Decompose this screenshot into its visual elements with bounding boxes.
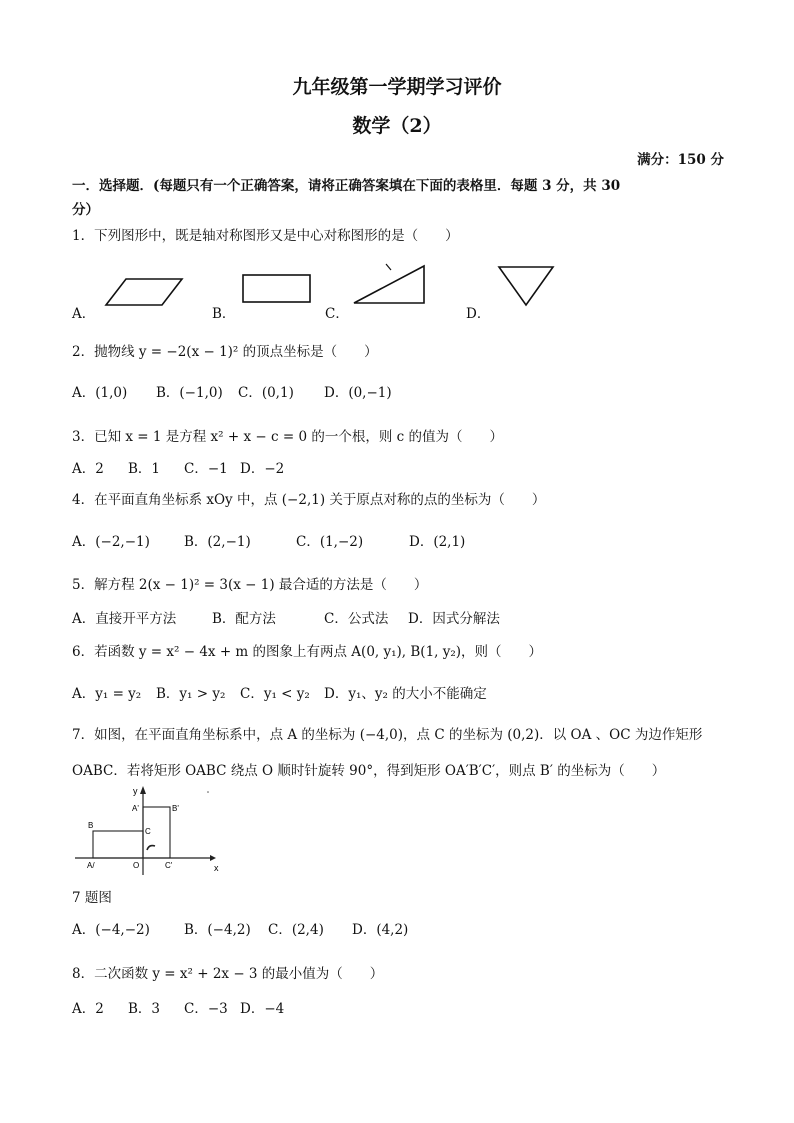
q7-option-a: A．(−4,−2) (72, 922, 150, 938)
q1-option-d-label: D． (466, 306, 491, 322)
label-x: x (214, 863, 219, 873)
q7-option-b: B．(−4,2) (184, 922, 251, 938)
question-1: 1．下列图形中，既是轴对称图形又是中心对称图形的是（ ） (72, 228, 459, 244)
q5-option-d: D．因式分解法 (408, 611, 500, 627)
question-8: 8．二次函数 y = x² + 2x − 3 的最小值为（ ） (72, 966, 384, 982)
q6-option-d: D．y₁、y₂ 的大小不能确定 (324, 686, 487, 702)
section-heading-cont: 分） (72, 202, 99, 218)
rotation-mark (147, 846, 155, 851)
question-5: 5．解方程 2(x − 1)² = 3(x − 1) 最合适的方法是（ ） (72, 577, 428, 593)
section-heading: 一．选择题．(每题只有一个正确答案，请将正确答案填在下面的表格里．每题 3 分，共 30 (72, 178, 621, 194)
label-c: C (145, 827, 151, 836)
q7-figure-caption: 7 题图 (72, 890, 112, 906)
q4-option-d: D．(2,1) (409, 534, 466, 550)
y-axis-arrow-icon (140, 786, 146, 794)
label-a-prime: A' (132, 804, 139, 813)
question-4: 4．在平面直角坐标系 xOy 中，点 (−2,1) 关于原点对称的点的坐标为（ ） (72, 492, 546, 508)
tick-mark-icon (383, 262, 393, 272)
inverted-triangle-icon (497, 264, 557, 308)
page-title: 九年级第一学期学习评价 (292, 76, 502, 98)
label-a: A/ (87, 861, 95, 870)
question-6: 6．若函数 y = x² − 4x + m 的图象上有两点 A(0, y₁), B(1, y₂)，则（ ） (72, 644, 543, 660)
q7-option-c: C．(2,4) (268, 922, 324, 938)
q2-option-a: A．(1,0) (72, 385, 128, 401)
q1-option-c-label: C． (325, 306, 349, 322)
label-c-prime: C' (165, 861, 173, 870)
label-y: y (133, 786, 138, 796)
speck-mark (205, 789, 211, 795)
q2-option-c: C．(0,1) (238, 385, 294, 401)
q8-option-d: D．−4 (240, 1001, 285, 1017)
question-2: 2．抛物线 y = −2(x − 1)² 的顶点坐标是（ ） (72, 344, 378, 360)
q5-option-b: B．配方法 (212, 611, 276, 627)
full-score: 满分：150 分 (637, 152, 724, 168)
q2-option-d: D．(0,−1) (324, 385, 392, 401)
q3-option-d: D．−2 (240, 461, 285, 477)
label-o: O (133, 861, 140, 870)
q6-option-c: C．y₁ < y₂ (240, 686, 310, 702)
q3-option-b: B．1 (128, 461, 161, 477)
q7-option-d: D．(4,2) (352, 922, 409, 938)
q5-option-c: C．公式法 (324, 611, 389, 627)
q4-option-c: C．(1,−2) (296, 534, 364, 550)
rectangle-oabc (93, 831, 143, 858)
q4-option-b: B．(2,−1) (184, 534, 251, 550)
q7-figure (70, 780, 220, 880)
parallelogram-icon (104, 276, 184, 308)
q4-option-a: A．(−2,−1) (72, 534, 150, 550)
q5-option-a: A．直接开平方法 (72, 611, 177, 627)
label-b: B (88, 821, 94, 830)
q3-option-a: A．2 (72, 461, 104, 477)
rectangle-icon (241, 273, 313, 305)
q3-option-c: C．−1 (184, 461, 228, 477)
q6-option-b: B．y₁ > y₂ (156, 686, 226, 702)
label-b-prime: B' (172, 804, 179, 813)
page-subtitle: 数学（2） (352, 115, 442, 137)
question-3: 3．已知 x = 1 是方程 x² + x − c = 0 的一个根，则 c 的值为（ ） (72, 429, 503, 445)
q2-option-b: B．(−1,0) (156, 385, 223, 401)
q1-option-b-label: B． (212, 306, 236, 322)
question-7: 7．如图，在平面直角坐标系中，点 A 的坐标为 (−4,0)，点 C 的坐标为 (0,2)．以 OA 、OC 为边作矩形 (72, 727, 703, 743)
x-axis-arrow-icon (210, 855, 216, 861)
q8-option-b: B．3 (128, 1001, 161, 1017)
q1-option-a-label: A． (72, 306, 96, 322)
question-7-cont: OABC．若将矩形 OABC 绕点 O 顺时针旋转 90°，得到矩形 OA′B′C′，则点 B′ 的坐标为（ ） (72, 763, 666, 779)
q8-option-c: C．−3 (184, 1001, 228, 1017)
q6-option-a: A．y₁ = y₂ (72, 686, 142, 702)
q8-option-a: A．2 (72, 1001, 104, 1017)
